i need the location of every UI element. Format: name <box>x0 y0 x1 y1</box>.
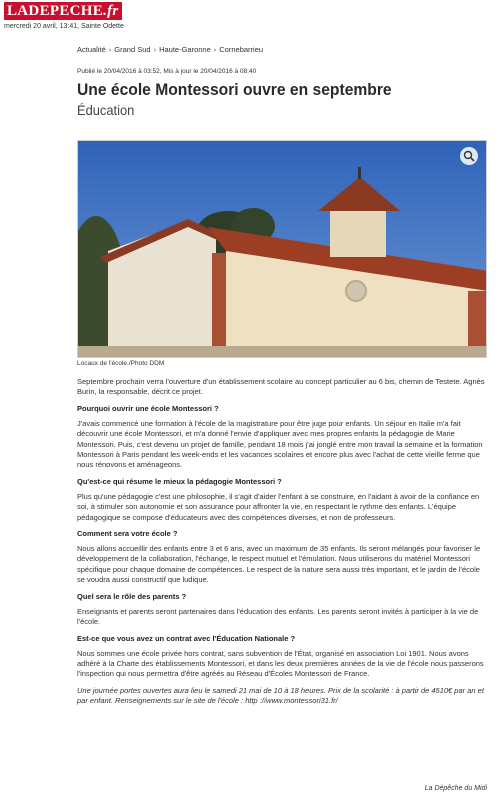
answer-paragraph: Nous sommes une école privée hors contrat, sans subvention de l'État, organisé en association Loi 1901. Nous avons adhéré à la Charte des établissements Montessori, et dans les deux premières années de la vie de l'école nous passerons l'inspection qui nous permettra d'être agréés au Réseau d'Écoles Montessori de France. <box>77 648 484 679</box>
breadcrumb-separator: › <box>153 45 157 54</box>
breadcrumb <box>77 44 487 56</box>
breadcrumb-item-grand-sud[interactable]: Grand Sud <box>114 45 151 54</box>
answer-paragraph: Nous allons accueillir des enfants entre 3 et 6 ans, avec un maximum de 35 enfants. Ils seront mélangés pour favoriser le développement de la collaboration, l'échange, le respect mutuel et l'émulation. Nous utiliserons du matériel Montessori spécifique pour chaque domaine de compétences. Le respect de la nature sera aussi très important, et le jardin de l'école se voudra aussi constructif que ludique. <box>77 544 481 585</box>
publish-meta: Publié le 20/04/2016 à 03:52, Mis à jour le 20/04/2016 à 08:40 <box>77 68 257 75</box>
open-day-paragraph: Une journée portes ouvertes aura lieu le samedi 21 mai de 10 à 18 heures. Prix de la scolarité : à partir de 4510€ par an et par enfant. Renseignements sur le site de l'école : http ://www.montessori31.fr/ <box>77 685 484 706</box>
question-heading: Quel sera le rôle des parents ? <box>77 591 187 601</box>
site-logo[interactable] <box>4 2 122 20</box>
page-title: Une école Montessori ouvre en septembre <box>77 80 392 99</box>
question-heading: Pourquoi ouvrir une école Montessori ? <box>77 403 219 413</box>
answer-paragraph: Enseignants et parents seront partenaires dans l'éducation des enfants. Les parents seront invités à participer à la vie de l'école. <box>77 606 479 627</box>
answer-paragraph: J'avais commencé une formation à l'école de la magistrature pour être juge pour enfants. Un séjour en Italie m'a fait découvrir une école Montessori, et m'a donné l'envie d'appliquer avec mes propres enfants la pédagogie de Marie Montessori. Puis, c'est devenu un projet de famille, pendant 18 mois j'ai jonglé entre mon travail la semaine et la formation Montessori à Paris pendant les week-ends et les vacances scolaires et encore plus avec l'achat de cette vieille ferme que nous rénovons et aménageons. <box>77 418 483 470</box>
breadcrumb-item-haute-garonne[interactable]: Haute-Garonne <box>159 45 211 54</box>
intro-paragraph: Septembre prochain verra l'ouverture d'un établissement scolaire au concept particulier au 6 bis, chemin de Testete. Agnès Burin, la responsable, décrit ce projet. <box>77 377 485 397</box>
breadcrumb-item-cornebarrieu[interactable]: Cornebarrieu <box>219 45 264 54</box>
answer-paragraph: Plus qu'une pédagogie c'est une philosophie, il s'agit d'aider l'enfant à se construire, en l'aidant à avoir de la confiance en soi, à stimuler son autonomie et son assurance pour affronter la vie, en respectant le rythme des enfants. L'équipe pédagogique se compose d'éducateurs avec des compétences diverses, et non de professeurs. <box>77 491 480 522</box>
breadcrumb-item-actualite[interactable]: Actualité <box>77 45 106 54</box>
dateline: mercredi 20 avril, 13:41, Sainte Odette <box>4 23 124 30</box>
publication-signature: La Dépêche du Midi <box>424 785 487 792</box>
question-heading: Est-ce que vous avez un contrat avec l'Éducation Nationale ? <box>77 633 296 643</box>
logo-text: LADEPECHE <box>7 3 104 19</box>
article-body <box>77 377 487 707</box>
breadcrumb-separator: › <box>108 45 112 54</box>
breadcrumb-separator: › <box>213 45 217 54</box>
question-heading: Comment sera votre école ? <box>77 529 178 539</box>
photo-caption: Locaux de l'école./Photo DDM <box>77 360 165 367</box>
school-building-illustration <box>78 141 487 358</box>
article-category[interactable]: Éducation <box>77 102 135 118</box>
magnifier-icon[interactable] <box>460 147 478 165</box>
article-photo[interactable] <box>77 140 487 358</box>
article <box>77 44 487 706</box>
question-heading: Qu'est-ce qui résume le mieux la pédagogie Montessori ? <box>77 476 282 486</box>
logo-tld: .fr <box>103 3 119 19</box>
